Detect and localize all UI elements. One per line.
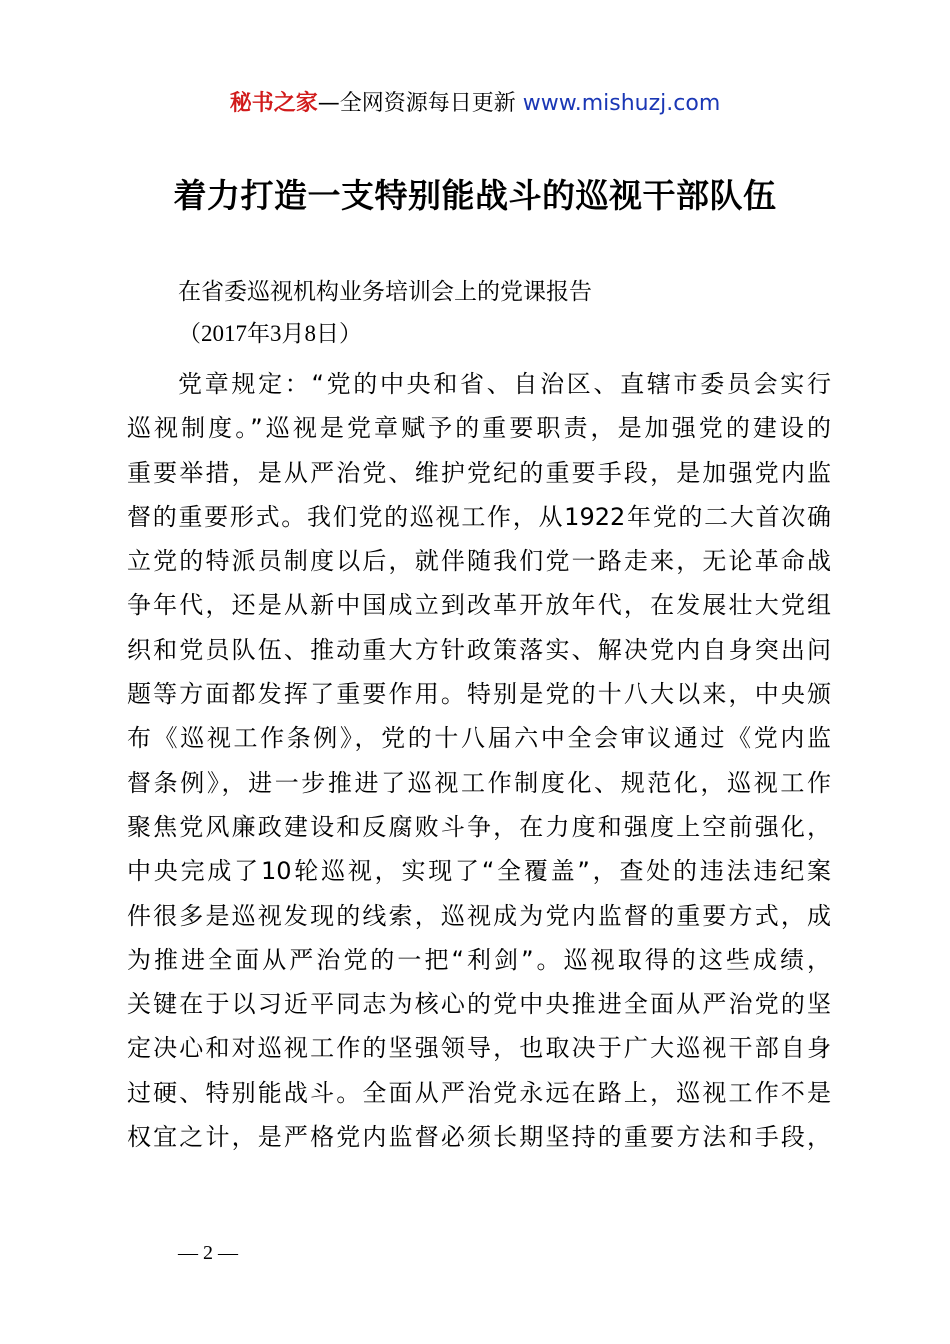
text-line: 权宜之计，是严格党内监督必须长期坚持的重要方法和手段， [127, 1123, 831, 1152]
document-subtitle: 在省委巡视机构业务培训会上的党课报告 [178, 279, 592, 305]
body-paragraph [127, 362, 831, 1159]
text-line: 重要举措，是从严治党、维护党纪的重要手段，是加强党内监 [127, 458, 831, 487]
site-header [0, 88, 950, 120]
document-date: （2017年3月8日） [178, 321, 362, 346]
text-line: 争年代，还是从新中国成立到改革开放年代，在发展壮大党组 [127, 591, 831, 620]
document-title: 着力打造一支特别能战斗的巡视干部队伍 [173, 176, 777, 215]
text-line: 立党的特派员制度以后，就伴随我们党一路走来，无论革命战 [127, 547, 831, 576]
text-line: 件很多是巡视发现的线索，巡视成为党内监督的重要方式，成 [127, 901, 831, 930]
site-url-link[interactable]: www.mishuzj.com [522, 91, 721, 116]
text-line: 织和党员队伍、推动重大方针政策落实、解决党内自身突出问 [127, 635, 831, 664]
text-line: 聚焦党风廉政建设和反腐败斗争，在力度和强度上空前强化， [127, 812, 831, 841]
text-line: 关键在于以习近平同志为核心的党中央推进全面从严治党的坚 [127, 990, 831, 1019]
text-line: 过硬、特别能战斗。全面从严治党永远在路上，巡视工作不是 [127, 1078, 831, 1107]
text-line: 党章规定：“党的中央和省、自治区、直辖市委员会实行 [178, 370, 831, 398]
page-number: — 2 — [178, 1242, 238, 1264]
text-line: 布《巡视工作条例》，党的十八届六中全会审议通过《党内监 [127, 724, 831, 753]
text-line: 巡视制度。”巡视是党章赋予的重要职责，是加强党的建设的 [127, 414, 831, 443]
text-line: 督条例》，进一步推进了巡视工作制度化、规范化，巡视工作 [127, 768, 831, 797]
site-tagline: —全网资源每日更新 [317, 91, 516, 116]
text-line: 中央完成了10轮巡视，实现了“全覆盖”，查处的违法违纪案 [127, 857, 831, 886]
site-brand: 秘书之家 [229, 91, 318, 116]
text-line: 为推进全面从严治党的一把“利剑”。巡视取得的这些成绩， [127, 945, 831, 974]
text-line: 题等方面都发挥了重要作用。特别是党的十八大以来，中央颁 [127, 680, 831, 709]
text-line: 定决心和对巡视工作的坚强领导，也取决于广大巡视干部自身 [127, 1034, 831, 1063]
text-line: 督的重要形式。我们党的巡视工作，从1922年党的二大首次确 [127, 502, 831, 531]
